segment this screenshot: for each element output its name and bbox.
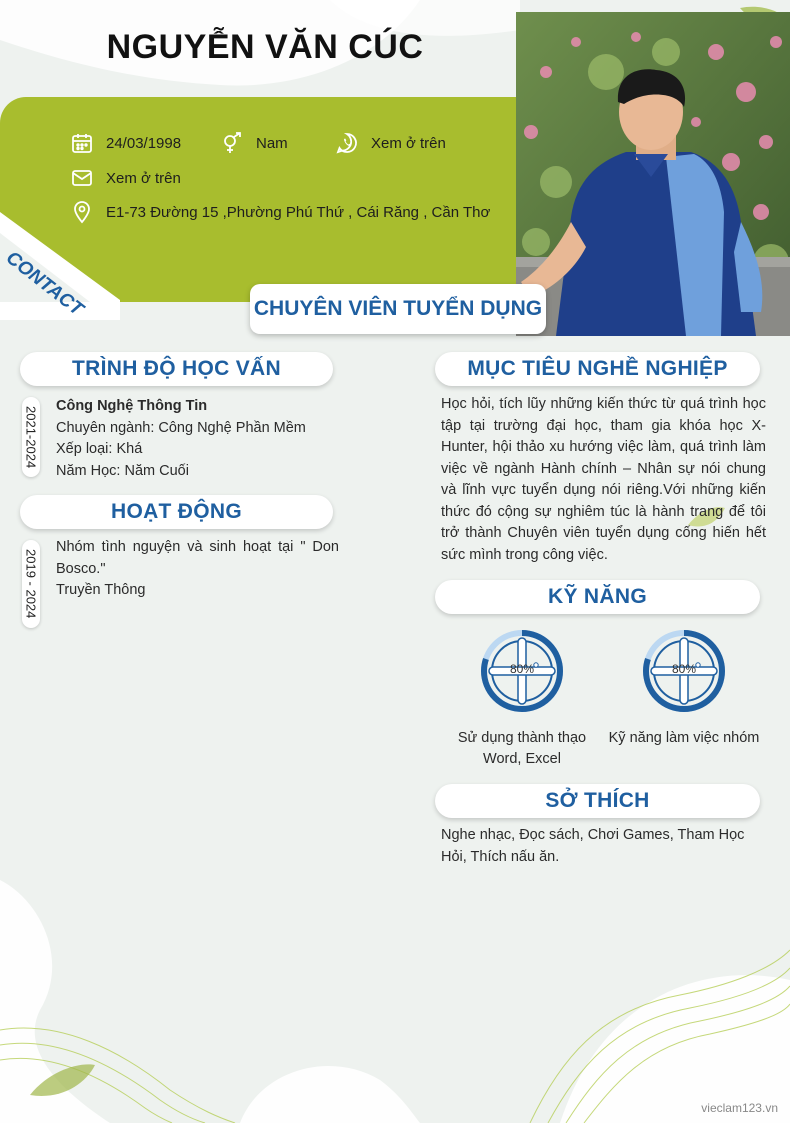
- skill-item: [442, 628, 602, 770]
- activities-line-1: Nhóm tình nguyện và sinh hoạt tại " Don Bosco.": [56, 539, 339, 577]
- activities-line-2: Truyền Thông: [56, 582, 146, 598]
- skill-percent-1: 80%: [509, 662, 535, 676]
- skill-item: [604, 628, 764, 749]
- activities-heading: HOẠT ĐỘNG: [20, 495, 333, 529]
- profile-photo: [516, 12, 790, 336]
- activities-years: 2019 - 2024: [23, 549, 39, 619]
- skill-ring-2: [641, 628, 727, 714]
- address-value: E1-73 Đường 15 ,Phường Phú Thứ , Cái Răng , Cần Thơ: [106, 203, 491, 221]
- education-major: Chuyên ngành: Công Nghệ Phần Mềm: [56, 420, 306, 436]
- gender-icon: [220, 131, 244, 155]
- gender-row: [220, 131, 288, 155]
- skill-label-1: Sử dụng thành thạo Word, Excel: [457, 730, 587, 767]
- education-year-of-study: Năm Học: Năm Cuối: [56, 463, 189, 479]
- address-row: [70, 200, 490, 224]
- objective-heading: MỤC TIÊU NGHỀ NGHIỆP: [435, 352, 760, 386]
- education-rank: Xếp loại: Khá: [56, 441, 143, 457]
- job-title: CHUYÊN VIÊN TUYỂN DỤNG: [250, 284, 546, 334]
- education-years: 2021-2024: [23, 405, 39, 469]
- activities-years-pill: [22, 540, 40, 628]
- hobbies-heading: SỞ THÍCH: [435, 784, 760, 818]
- email-icon: [70, 166, 94, 190]
- gender-value: Nam: [256, 134, 288, 152]
- hobbies-text: Nghe nhạc, Đọc sách, Chơi Games, Tham Học Hỏi, Thích nấu ăn.: [441, 827, 745, 865]
- phone-icon: [335, 131, 359, 155]
- contact-tab-label: CONTACT: [1, 247, 87, 320]
- skill-percent-2: 80%: [671, 662, 697, 676]
- skill-label-2: Kỹ năng làm việc nhóm: [608, 730, 760, 746]
- education-heading: TRÌNH ĐỘ HỌC VẤN: [20, 352, 333, 386]
- calendar-icon: [70, 131, 94, 155]
- phone-value: Xem ở trên: [371, 134, 446, 152]
- email-value: Xem ở trên: [106, 169, 181, 187]
- birthday-row: [70, 131, 181, 155]
- education-years-pill: [22, 397, 40, 477]
- email-row: [70, 166, 181, 190]
- birthday-value: 24/03/1998: [106, 134, 182, 152]
- phone-row: [335, 131, 446, 155]
- skill-ring-1: [479, 628, 565, 714]
- site-watermark: vieclam123.vn: [701, 1101, 778, 1115]
- education-school: Công Nghệ Thông Tin: [56, 398, 208, 414]
- candidate-name: NGUYỄN VĂN CÚC: [106, 28, 424, 66]
- objective-text: Học hỏi, tích lũy những kiến thức từ quá trình học tập tại trường đại học, tham gia khóa học X-Hunter, hội thảo xu hướng việc làm, quá trình làm việc về ngành Hành chính – Nhân sự nói chung và lĩnh vực tuyển dụng nói riêng.Với những kiến thức đó cộng sự nghiêm túc là hành trang để tôi trở thành Chuyên viên tuyển dụng cống hiến hết sức mình trong công việc.: [441, 396, 766, 563]
- skills-heading: KỸ NĂNG: [435, 580, 760, 614]
- location-icon: [70, 200, 94, 224]
